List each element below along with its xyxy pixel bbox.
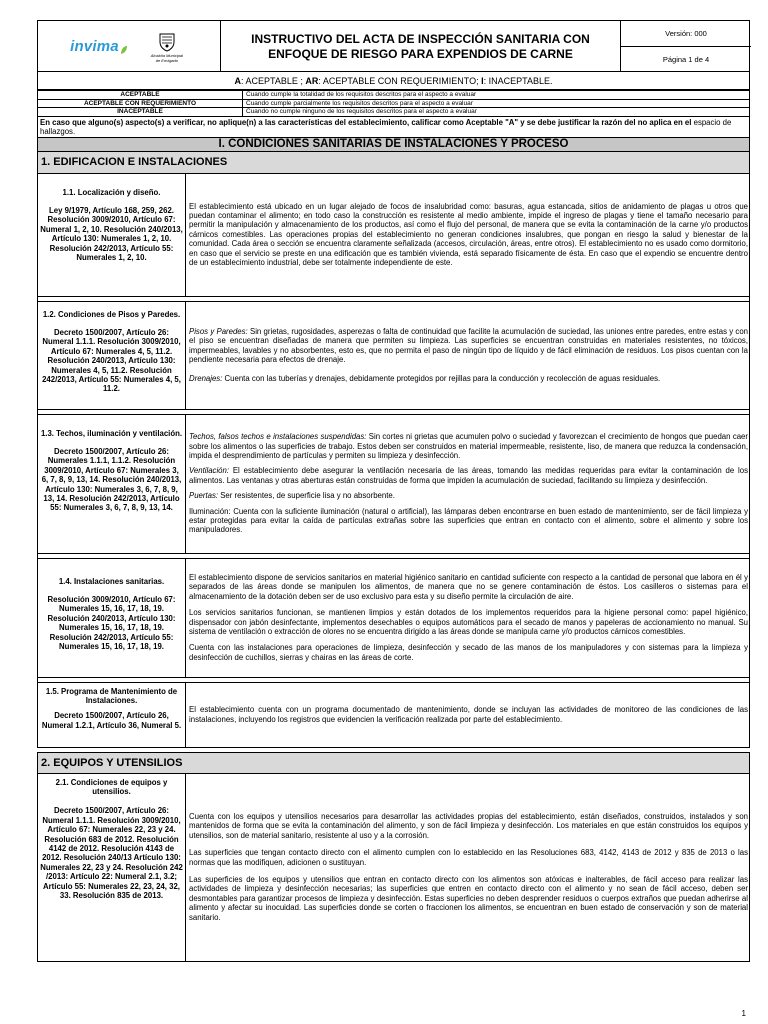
paragraph-label: Puertas: bbox=[189, 491, 219, 501]
invima-logo bbox=[70, 38, 128, 55]
legend-desc: Cuando cumple la totalidad de los requisitos descritos para el aspecto a evaluar bbox=[243, 91, 750, 100]
item-row-1-3 bbox=[37, 414, 750, 554]
item-reference: Decreto 1500/2007, Artículo 26: Numerales 1.1.1, 1.1.2. Resolución 3009/2010, Artículo 67: Numerales 3, 6, 7, 8, 9, 13, 14. Resolución 240/2013, Artículo 130: Numerales 3, 6, 7, 8, 9, 13, 14. Resolución 242/2013, Artículo 55: Numerales 3, 6, 7, 8, 9, 13, 14. bbox=[41, 446, 182, 513]
coat-of-arms-icon bbox=[156, 31, 178, 53]
alcaldia-logo bbox=[146, 31, 188, 63]
subsection-title: 1. EDIFICACION E INSTALACIONES bbox=[37, 152, 750, 174]
item-reference: Ley 9/1979, Artículo 168, 259, 262. Resolución 3009/2010, Artículo 67: Numeral 1, 2, 10. Resolución 240/2013, Artículo 130: Numerales 1, 2, 10. Resolución 242/2013, Artículo 55: Numerales 1, 2, 10. bbox=[40, 205, 183, 262]
rating-legend-table bbox=[37, 90, 750, 117]
legend-row bbox=[38, 91, 750, 100]
item-text: El establecimiento está ubicado en un lugar alejado de focos de insalubridad como: basuras, agua estancada, sitios de anidamiento de plagas u otros que puedan contaminar el alimento; en todo caso la construcción es resistente al medio ambiente, impide el ingreso de plagas y tiene el tamaño necesario para permitir la manipulación y almacenamiento de los productos, así como el flujo del personal, de manera que se evita la contaminación de la carne y/o productos cárnicos comestibles. Las operaciones propias del establecimiento no generan condiciones insalubres, que pongan en riesgo la salud y bienestar de la comunidad. Cada área o sección se encuentra claramente señalizada (accesos, circulación, áreas, entre otros). El establecimiento no es usado como dormitorio, en caso que el servicio se preste en una edificación que es también vivienda, está separado físicamente de ésta. En caso que el expendio se encuentre dentro de un establecimiento industrial, debe ser totalmente independiente de este. bbox=[189, 201, 748, 268]
item-description bbox=[186, 302, 751, 409]
item-label-cell bbox=[38, 415, 186, 553]
paragraph-label: Pisos y Paredes: bbox=[189, 326, 248, 336]
legend-i-text: : INACEPTABLE. bbox=[483, 75, 553, 86]
legend-key: INACEPTABLE bbox=[38, 108, 243, 117]
item-label-cell bbox=[38, 774, 186, 961]
item-paragraph: Las superficies que tengan contacto directo con el alimento cumplen con lo establecido en las Resoluciones 683, 4142, 4143 de 2012 y 835 de 2013 o las normas que las modifiquen, adicionen o sustituyan. bbox=[189, 848, 748, 867]
item-paragraph bbox=[189, 466, 748, 485]
item-description bbox=[186, 174, 751, 296]
item-label-cell bbox=[38, 174, 186, 296]
legend-desc: Cuando no cumple ninguno de los requisitos descritos para el aspecto a evaluar bbox=[243, 108, 750, 117]
item-paragraph: Iluminación: Cuenta con la suficiente iluminación (natural o artificial), las lámparas deben encontrarse en buen estado de mantenimiento, ser de fácil limpieza y estar protegidas para evitar la caída de partículas extrañas sobre las superficies que entran en contacto con el alimento, sobre el alimento y sobre los manipuladores. bbox=[189, 506, 748, 535]
rating-legend-line bbox=[37, 72, 750, 90]
item-reference: Resolución 3009/2010, Artículo 67: Numerales 15, 16, 17, 18, 19. Resolución 240/2013, Artículo 130: Numerales 15, 16, 17, 18, 19. Resolución 242/2013, Artículo 55: Numerales 15, 16, 17, 18, 19. bbox=[47, 594, 176, 651]
item-paragraph: Las superficies de los equipos y utensilios que entran en contacto directo con los alimentos son atóxicas e inalterables, de fácil acceso para realizar las actividades de limpieza y desinfección necesarias; las superficies que entren en contacto directo con el alimento y no sean de fácil acceso, deben ser desmontables para garantizar procesos de limpieza y desinfección. Estas superficies no deben desprender residuos o cuerpos extraños que puedan adherirse al alimento y afectar su inocuidad. Las superficies donde se corten o fraccionen los alimentos, se encuentran en buen estado de conservación y son de material sanitario. bbox=[189, 875, 748, 922]
legend-a: A bbox=[234, 75, 242, 86]
document-header bbox=[37, 20, 750, 72]
paragraph-text: Cuenta con las tuberías y drenajes, debidamente protegidos por rejillas para la conducción y recolección de aguas residuales. bbox=[222, 373, 661, 383]
paragraph-text: Ser resistentes, de superficie lisa y no absorbente. bbox=[218, 491, 395, 501]
invima-leaf-icon bbox=[120, 45, 128, 55]
item-row-1-4 bbox=[37, 558, 750, 678]
item-title: 1.5. Programa de Mantenimiento de Instalaciones. bbox=[45, 686, 178, 705]
item-paragraph: Cuenta con las instalaciones para operaciones de limpieza, desinfección y secado de las manos de los manipuladores y con sistemas para la limpieza y desinfección de cuchillos, sierras y chairas en las áreas de corte. bbox=[189, 643, 748, 662]
alcaldia-line2: de Envigado bbox=[155, 57, 178, 63]
section-title: I. CONDICIONES SANITARIAS DE INSTALACIONES Y PROCESO bbox=[37, 138, 750, 152]
document-meta bbox=[621, 21, 751, 72]
item-reference: Decreto 1500/2007, Artículo 26, Numeral 1.2.1, Artículo 36, Numeral 5. bbox=[41, 711, 182, 730]
item-text: El establecimiento cuenta con un programa documentado de mantenimiento, donde se incluyan las actividades de monitoreo de las condiciones de las instalaciones, incluyendo los registros que evidencien la verificación realizada por parte del establecimiento. bbox=[189, 705, 748, 724]
item-title: 1.3. Techos, iluminación y ventilación. bbox=[40, 428, 183, 438]
legend-ar: AR bbox=[305, 75, 319, 86]
paragraph-label: Ventilación: bbox=[189, 466, 230, 476]
legend-ar-text: : ACEPTABLE CON REQUERIMIENTO; bbox=[318, 75, 482, 86]
item-title: 2.1. Condiciones de equipos y utensilios. bbox=[55, 777, 168, 796]
legend-key: ACEPTABLE CON REQUERIMIENTO bbox=[38, 99, 243, 108]
document-title: INSTRUCTIVO DEL ACTA DE INSPECCIÓN SANITARIA CON ENFOQUE DE RIESGO PARA EXPENDIOS DE CARNE bbox=[221, 21, 621, 72]
legend-key: ACEPTABLE bbox=[38, 91, 243, 100]
paragraph-label: Drenajes: bbox=[189, 373, 223, 383]
item-description bbox=[186, 774, 751, 961]
note-rest-text: espacio de hallazgos. bbox=[40, 117, 732, 136]
paragraph-text: El establecimiento debe asegurar la ventilación necesaria de las áreas, tomando las medidas requeridas para evitar la contaminación de los alimentos. Las ventanas y otras aberturas están construidas de forma que impiden la acumulación de suciedad, facilitando su limpieza y desinfección. bbox=[189, 466, 748, 485]
page-label: Página 1 de 4 bbox=[662, 55, 710, 64]
item-row-1-5 bbox=[37, 682, 750, 748]
item-row-1-1 bbox=[37, 174, 750, 297]
item-paragraph bbox=[189, 432, 748, 460]
version-label: Versión: 000 bbox=[621, 21, 751, 47]
alcaldia-line1: Alcaldía Municipal bbox=[150, 52, 183, 58]
item-title: 1.2. Condiciones de Pisos y Paredes. bbox=[42, 309, 181, 319]
note-bold-text: En caso que alguno(s) aspecto(s) a verificar, no aplique(n) a las características del establecimiento, calificar como Aceptable "A" y se debe justificar la razón del no aplica en el bbox=[40, 117, 692, 127]
legend-row bbox=[38, 99, 750, 108]
logos-cell bbox=[38, 21, 221, 72]
item-description bbox=[186, 559, 751, 677]
item-label-cell bbox=[38, 559, 186, 677]
item-label-cell bbox=[38, 683, 186, 747]
item-paragraph: El establecimiento dispone de servicios sanitarios en material higiénico sanitario en cantidad suficiente con respecto a la cantidad de personal que labora en él y separados de las áreas donde se manipulen los alimentos, de manera que no se genere contaminación de éstos. Los casilleros o sistemas para el almacenamiento de la dotación deben ser de uso exclusivo para esta y su diseño permite la circulación de aire. bbox=[189, 572, 748, 601]
item-description bbox=[186, 415, 751, 553]
paragraph-label: Techos, falsos techos e instalaciones suspendidas: bbox=[189, 432, 367, 442]
item-reference: Decreto 1500/2007, Artículo 26: Numeral 1.1.1. Resolución 3009/2010, Artículo 67: Numerales 22, 23 y 24. Resolución 683 de 2012. Resolución 4142 de 2012. Resolución 4143 de 2012. Resolución 240/13 Artículo 130: Numerales 22, 23 y 24. Resolución 242 /2013: Artículo 22: Numeral 2.1, 3.2; Artículo 55: Numerales 22, 23, 24, 32, 33. Resolución 835 de 2013. bbox=[40, 806, 183, 900]
item-description bbox=[186, 683, 751, 747]
paragraph-text: Sin grietas, rugosidades, asperezas o falta de continuidad que facilite la acumulación de suciedad, las uniones entre paredes, entre estas y con el piso se encuentran diseñadas de manera que permiten su limpieza. Las superficies se encuentran construidas en materiales resistentes, no tóxicos, impermeables, lavables y no absorbentes, esto es, que no permita el paso de ningún tipo de líquido y de fácil eliminación de residuos. Los pisos cuentan con la pendiente necesaria para efectos de drenaje. bbox=[189, 326, 748, 365]
invima-logo-text: invima bbox=[70, 38, 119, 55]
not-applicable-note bbox=[37, 117, 750, 138]
item-title: 1.4. Instalaciones sanitarias. bbox=[58, 576, 165, 586]
paragraph-text: Sin cortes ni grietas que acumulen polvo o suciedad y favorezcan el crecimiento de hongos que puedan caer sobre los alimentos o las superficies de trabajo. Estos deben ser construidos en material impermeable, resistente, liso, de manera que reduzca la condensación, impida el desprendimiento de partículas y permiten su limpieza y desinfección. bbox=[189, 432, 748, 460]
document-page bbox=[37, 20, 750, 962]
legend-a-text: : ACEPTABLE ; bbox=[241, 75, 306, 86]
item-reference: Decreto 1500/2007, Artículo 26: Numeral 1.1.1. Resolución 3009/2010, Artículo 67: Numerales 4, 5, 11.2. Resolución 240/2013, Artículo 130: Numerales 4, 5, 11.2. Resolución 242/2013, Artículo 55: Numerales 4, 5, 11.2. bbox=[42, 327, 181, 394]
subsection-title: 2. EQUIPOS Y UTENSILIOS bbox=[37, 752, 750, 774]
item-row-1-2 bbox=[37, 301, 750, 410]
item-paragraph: Cuenta con los equipos y utensilios necesarios para desarrollar las actividades propias del establecimiento, están diseñados, construidos, instalados y son mantenidos de forma que se evita la contaminación del alimento, y son de fácil limpieza y desinfección. Los materiales en que están construidos los equipos y utensilios, son de material sanitario, resistente al uso y a la corrosión. bbox=[189, 811, 748, 840]
item-paragraph bbox=[189, 327, 748, 365]
item-paragraph bbox=[189, 374, 748, 383]
item-paragraph: Los servicios sanitarios funcionan, se mantienen limpios y están dotados de los implementos requeridos para la higiene personal como: papel higiénico, dispensador con jabón desinfectante, implementos desechables o equipos automáticos para el secado de manos y papeleras de accionamiento no manual. Su sistema de ventilación o extracción de olores no se encuentra dirigido a las áreas donde se manipula carne y/o productos cárnicos comestibles. bbox=[189, 608, 748, 636]
footer-page-number: 1 bbox=[741, 1009, 746, 1018]
item-paragraph bbox=[189, 491, 748, 500]
legend-i: I bbox=[481, 75, 484, 86]
item-row-2-1 bbox=[37, 774, 750, 962]
item-label-cell bbox=[38, 302, 186, 409]
legend-row bbox=[38, 108, 750, 117]
item-title: 1.1. Localización y diseño. bbox=[62, 187, 161, 197]
legend-desc: Cuando cumple parcialmente los requisitos descritos para el aspecto a evaluar bbox=[243, 99, 750, 108]
